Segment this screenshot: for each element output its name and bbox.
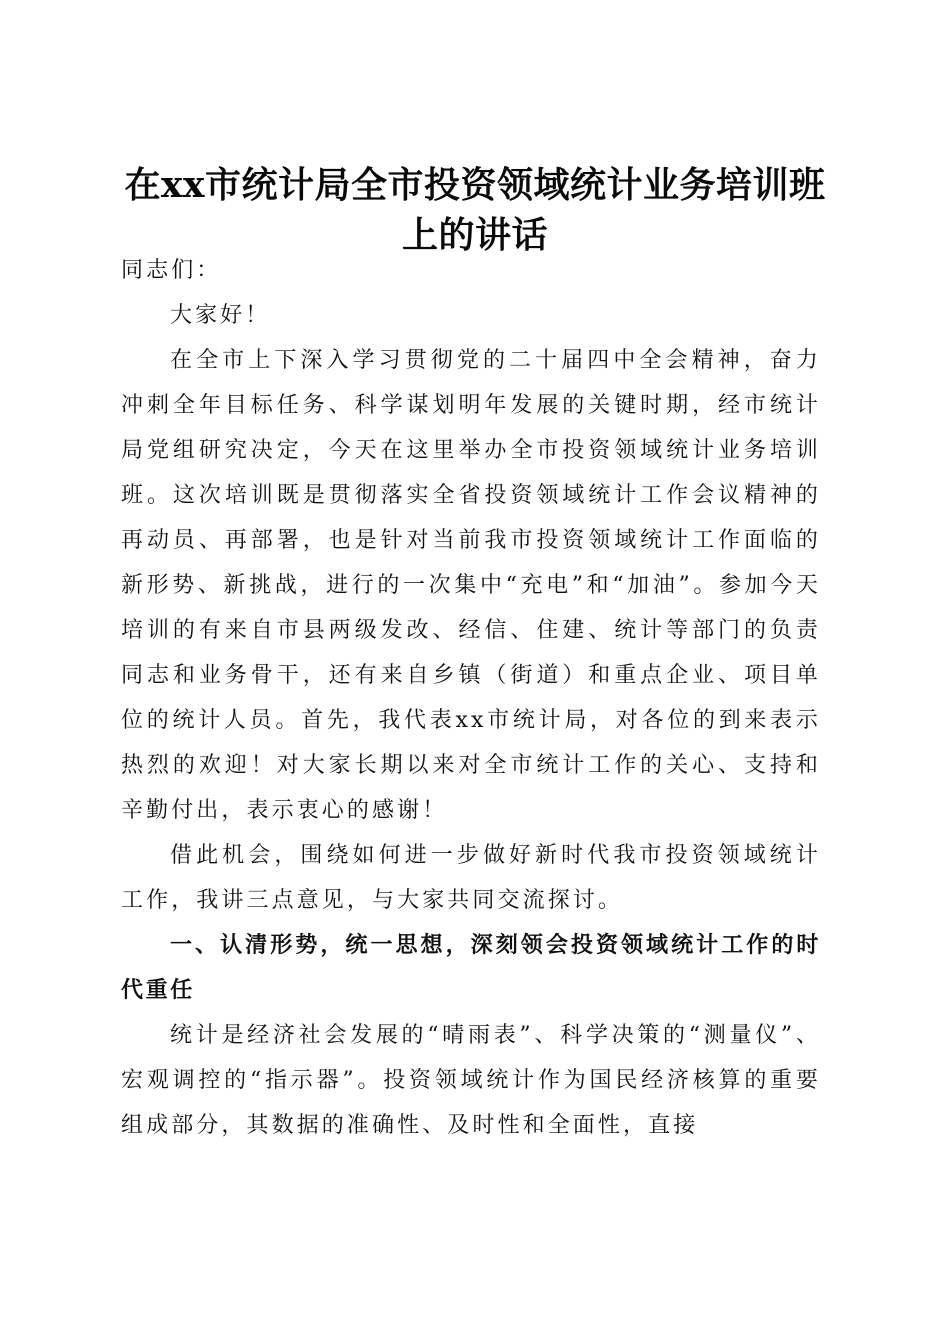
greeting: 大家好！ bbox=[170, 303, 271, 328]
paragraph-transition: 借此机会，围绕如何进一步做好新时代我市投资领域统计工作，我讲三点意见，与大家共同交流探讨。 bbox=[121, 843, 821, 913]
paragraph-section-1: 统计是经济社会发展的“晴雨表”、科学决策的“测量仪”、宏观调控的“指示器”。投资领域统计作为国民经济核算的重要组成部分，其数据的准确性、及时性和全面性，直接 bbox=[121, 1023, 821, 1138]
paragraph-intro: 在全市上下深入学习贯彻党的二十届四中全会精神，奋力冲刺全年目标任务、科学谋划明年发展的关键时期，经市统计局党组研究决定，今天在这里举办全市投资领域统计业务培训班。这次培训既是贯彻落实全省投资领域统计工作会议精神的再动员、再部署，也是针对当前我市投资领域统计工作面临的新形势、新挑战，进行的一次集中“充电”和“加油”。参加今天培训的有来自市县两级发改、经信、住建、统计等部门的负责同志和业务骨干，还有来自乡镇（街道）和重点企业、项目单位的统计人员。首先，我代表xx市统计局，对各位的到来表示热烈的欢迎！对大家长期以来对全市统计工作的关心、支持和辛勤付出，表示衷心的感谢！ bbox=[121, 348, 821, 823]
title-line-2: 上的讲话 bbox=[401, 214, 548, 257]
document-body bbox=[121, 248, 821, 1148]
title-line-1: 在xx市统计局全市投资领域统计业务培训班 bbox=[124, 164, 826, 207]
section-heading-1: 一、认清形势，统一思想，深刻领会投资领域统计工作的时代重任 bbox=[121, 933, 821, 1003]
salutation: 同志们： bbox=[121, 258, 222, 283]
document-title bbox=[100, 160, 850, 260]
